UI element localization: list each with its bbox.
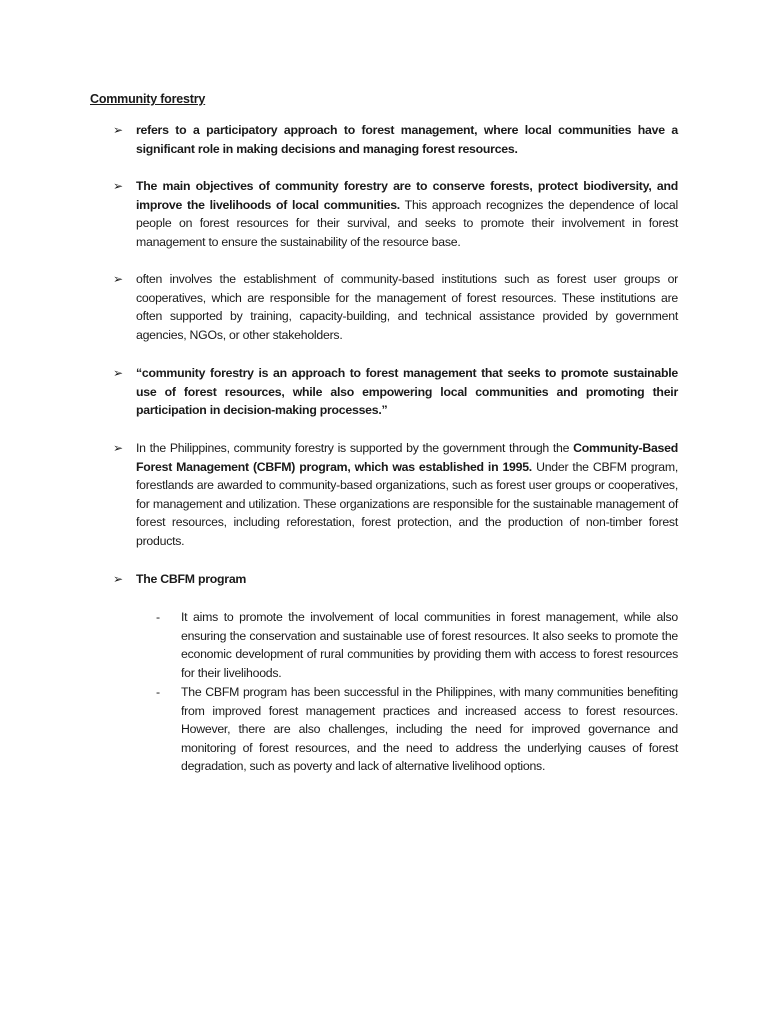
- bullet-plain-text: In the Philippines, community forestry is supported by the government through the: [136, 441, 574, 455]
- sub-item-aims: [156, 608, 678, 682]
- bullet-bold-text: The CBFM program: [136, 572, 247, 586]
- dash-bullet: -: [156, 685, 160, 699]
- section-heading: Community forestry: [90, 92, 206, 106]
- sub-item-text: The CBFM program has been successful in the Philippines, with many communities benefiting from improved forest management practices and increased access to forest resources. However, there are also challenges, including the need for improved governance and monitoring of forest resources, and the need to address the underlying causes of forest degradation, such as poverty and lack of alternative livelihood options.: [181, 685, 678, 774]
- bullet-item-quote: [113, 364, 678, 420]
- bullet-item-definition: [113, 121, 678, 158]
- bullet-item-objectives: [113, 177, 678, 251]
- bullet-text: [136, 270, 678, 344]
- arrow-bullet-icon: ➢: [113, 572, 123, 586]
- bullet-text: [136, 364, 678, 420]
- bullet-bold-text: “community forestry is an approach to forest management that seeks to promote sustainable use of forest resources, while also empowering local communities and promoting their participation in decision-making processes.”: [136, 366, 678, 418]
- bullet-text: [136, 121, 678, 158]
- dash-bullet: -: [156, 610, 160, 624]
- bullet-item-philippines: [113, 439, 678, 551]
- bullet-text: [136, 439, 678, 551]
- bullet-text: [136, 570, 678, 589]
- bullet-bold-text: The main objectives of community forestry are to conserve forests, protect biodiversity, and improve the livelihoods of local communities.: [136, 179, 678, 212]
- sub-item-text: It aims to promote the involvement of local communities in forest management, while also ensuring the conservation and sustainable use of forest resources. It also seeks to promote the economic development of rural communities by providing them with access to forest resources for their livelihoods.: [181, 610, 678, 680]
- arrow-bullet-icon: ➢: [113, 179, 123, 193]
- bullet-bold-text: Community-Based Forest Management (CBFM) program, which was established in 1995.: [136, 441, 678, 474]
- bullet-plain-text: Under the CBFM program, forestlands are awarded to community-based organizations, such as forest user groups or cooperatives, for management and utilization. These organizations are responsible for the sustainable management of forest resources, including reforestation, forest protection, and the production of non-timber forest products.: [136, 459, 678, 548]
- arrow-bullet-icon: ➢: [113, 441, 123, 455]
- bullet-text: [136, 177, 678, 251]
- arrow-bullet-icon: ➢: [113, 272, 123, 286]
- bullet-plain-text: This approach recognizes the dependence of local people on forest resources for their survival, and seeks to promote their involvement in forest management to ensure the sustainability of the resource base.: [136, 197, 678, 249]
- arrow-bullet-icon: ➢: [113, 366, 123, 380]
- bullet-item-cbfm-program: [113, 570, 678, 589]
- sub-item-success: [156, 683, 678, 776]
- bullet-bold-text: refers to a participatory approach to forest management, where local communities have a significant role in making decisions and managing forest resources.: [136, 123, 678, 156]
- bullet-plain-text: often involves the establishment of community-based institutions such as forest user groups or cooperatives, which are responsible for the management of forest resources. These institutions are often supported by training, capacity-building, and technical assistance provided by government agencies, NGOs, or other stakeholders.: [136, 272, 678, 342]
- arrow-bullet-icon: ➢: [113, 123, 123, 137]
- bullet-item-institutions: [113, 270, 678, 344]
